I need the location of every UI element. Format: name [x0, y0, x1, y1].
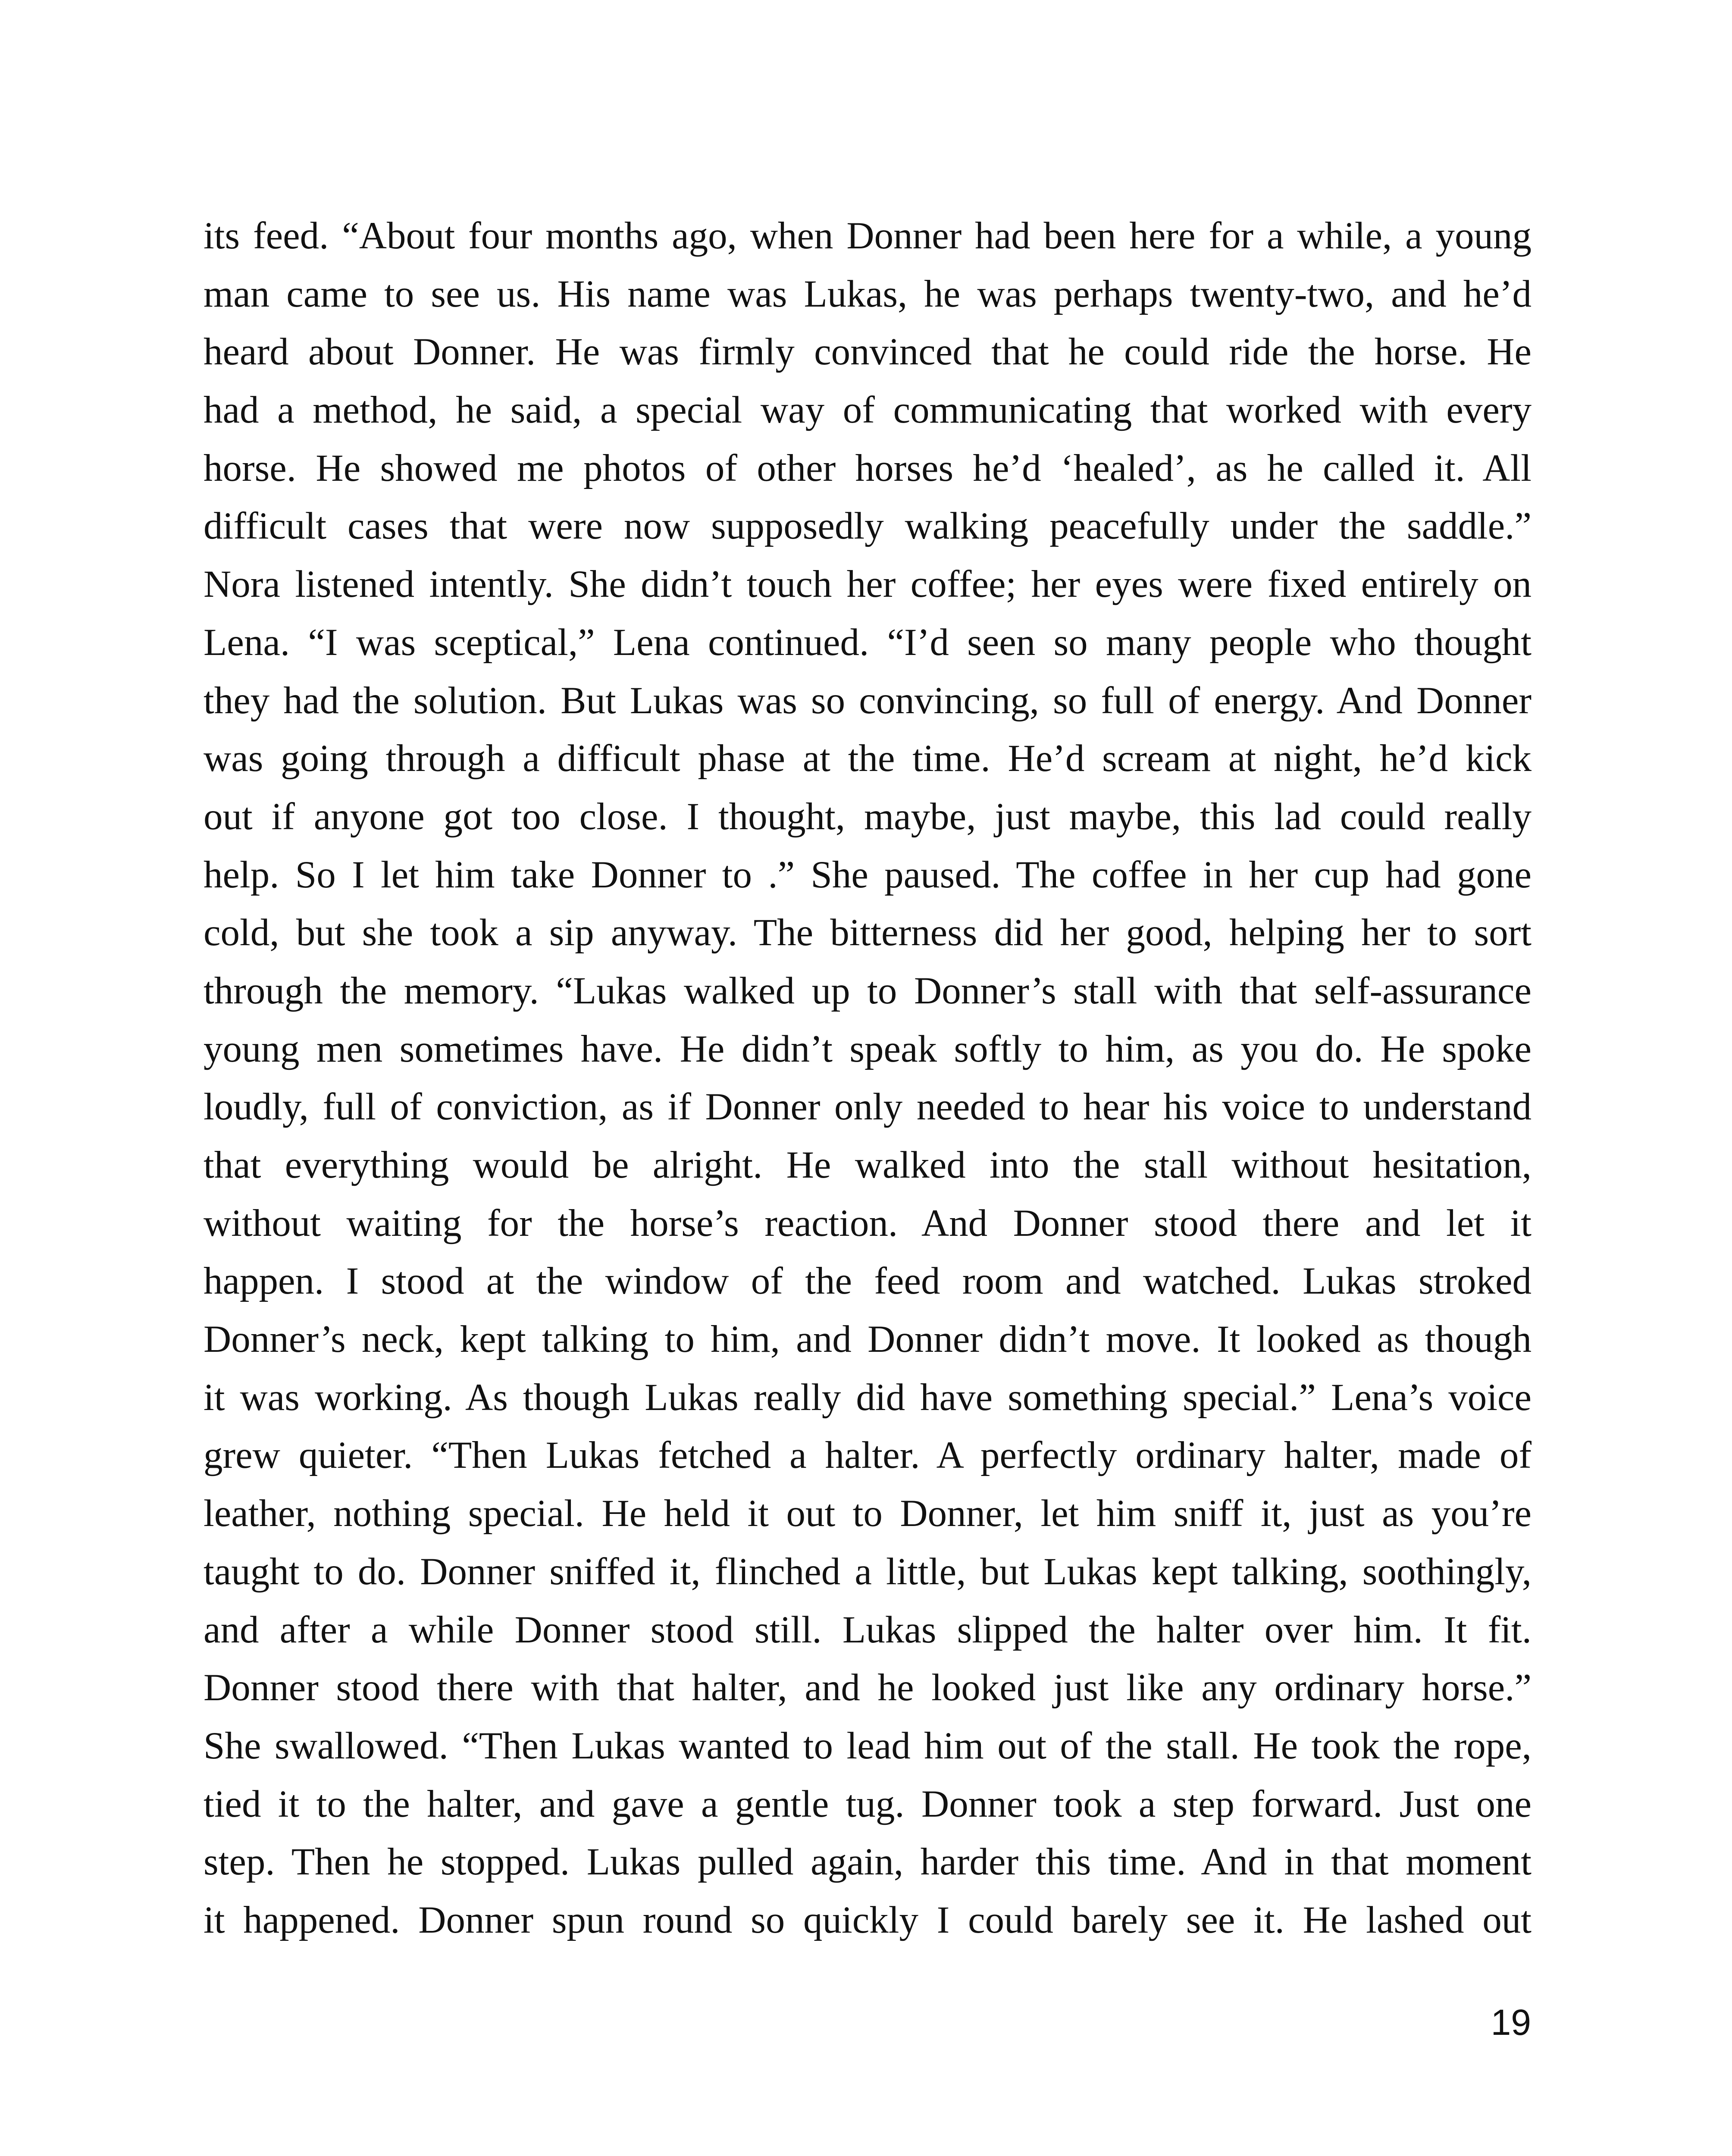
- text-line: cold, but she took a sip anyway. The bitterness did her good, helping her to sort: [204, 912, 1532, 954]
- text-line: and after a while Donner stood still. Lukas slipped the halter over him. It fit.: [204, 1608, 1532, 1651]
- text-line: heard about Donner. He was firmly convinced that he could ride the horse. He: [204, 331, 1532, 373]
- text-line: it was working. As though Lukas really did have something special.” Lena’s voice: [204, 1376, 1532, 1419]
- text-line: tied it to the halter, and gave a gentle tug. Donner took a step forward. Just one: [204, 1783, 1532, 1825]
- text-line: happen. I stood at the window of the feed room and watched. Lukas stroked: [204, 1260, 1532, 1303]
- text-line: loudly, full of conviction, as if Donner only needed to hear his voice to understand: [204, 1086, 1532, 1128]
- text-line: Lena. “I was sceptical,” Lena continued. “I’d seen so many people who thought: [204, 621, 1532, 664]
- text-line: man came to see us. His name was Lukas, he was perhaps twenty-two, and he’d: [204, 273, 1532, 315]
- text-line: Nora listened intently. She didn’t touch her coffee; her eyes were fixed entirely on: [204, 563, 1532, 606]
- text-line: its feed. “About four months ago, when Donner had been here for a while, a young: [204, 215, 1532, 257]
- text-line: they had the solution. But Lukas was so convincing, so full of energy. And Donner: [204, 679, 1532, 722]
- text-line: taught to do. Donner sniffed it, flinched a little, but Lukas kept talking, soothingly,: [204, 1550, 1532, 1593]
- text-line: was going through a difficult phase at the time. He’d scream at night, he’d kick: [204, 737, 1532, 780]
- text-line: leather, nothing special. He held it out to Donner, let him sniff it, just as you’re: [204, 1492, 1532, 1535]
- text-line: difficult cases that were now supposedly walking peacefully under the saddle.”: [204, 505, 1532, 548]
- text-line: it happened. Donner spun round so quickly I could barely see it. He lashed out: [204, 1899, 1532, 1941]
- body-text: [204, 207, 1532, 1984]
- text-line: through the memory. “Lukas walked up to Donner’s stall with that self-assurance: [204, 969, 1532, 1012]
- text-line: Donner stood there with that halter, and he looked just like any ordinary horse.”: [204, 1667, 1532, 1709]
- text-line: step. Then he stopped. Lukas pulled again, harder this time. And in that moment: [204, 1841, 1532, 1883]
- page-number: 19: [1491, 2002, 1531, 2043]
- text-line: had a method, he said, a special way of communicating that worked with every: [204, 389, 1532, 432]
- text-line: out if anyone got too close. I thought, maybe, just maybe, this lad could really: [204, 795, 1532, 838]
- text-line: young men sometimes have. He didn’t speak softly to him, as you do. He spoke: [204, 1028, 1532, 1070]
- text-line: grew quieter. “Then Lukas fetched a halter. A perfectly ordinary halter, made of: [204, 1434, 1532, 1477]
- text-line: help. So I let him take Donner to .” She paused. The coffee in her cup had gone: [204, 853, 1532, 896]
- text-line: She swallowed. “Then Lukas wanted to lead him out of the stall. He took the rope,: [204, 1724, 1532, 1767]
- text-line: that everything would be alright. He walked into the stall without hesitation,: [204, 1144, 1532, 1186]
- text-line: without waiting for the horse’s reaction. And Donner stood there and let it: [204, 1202, 1532, 1244]
- text-line: horse. He showed me photos of other horses he’d ‘healed’, as he called it. All: [204, 447, 1532, 489]
- text-line: Donner’s neck, kept talking to him, and Donner didn’t move. It looked as though: [204, 1318, 1532, 1361]
